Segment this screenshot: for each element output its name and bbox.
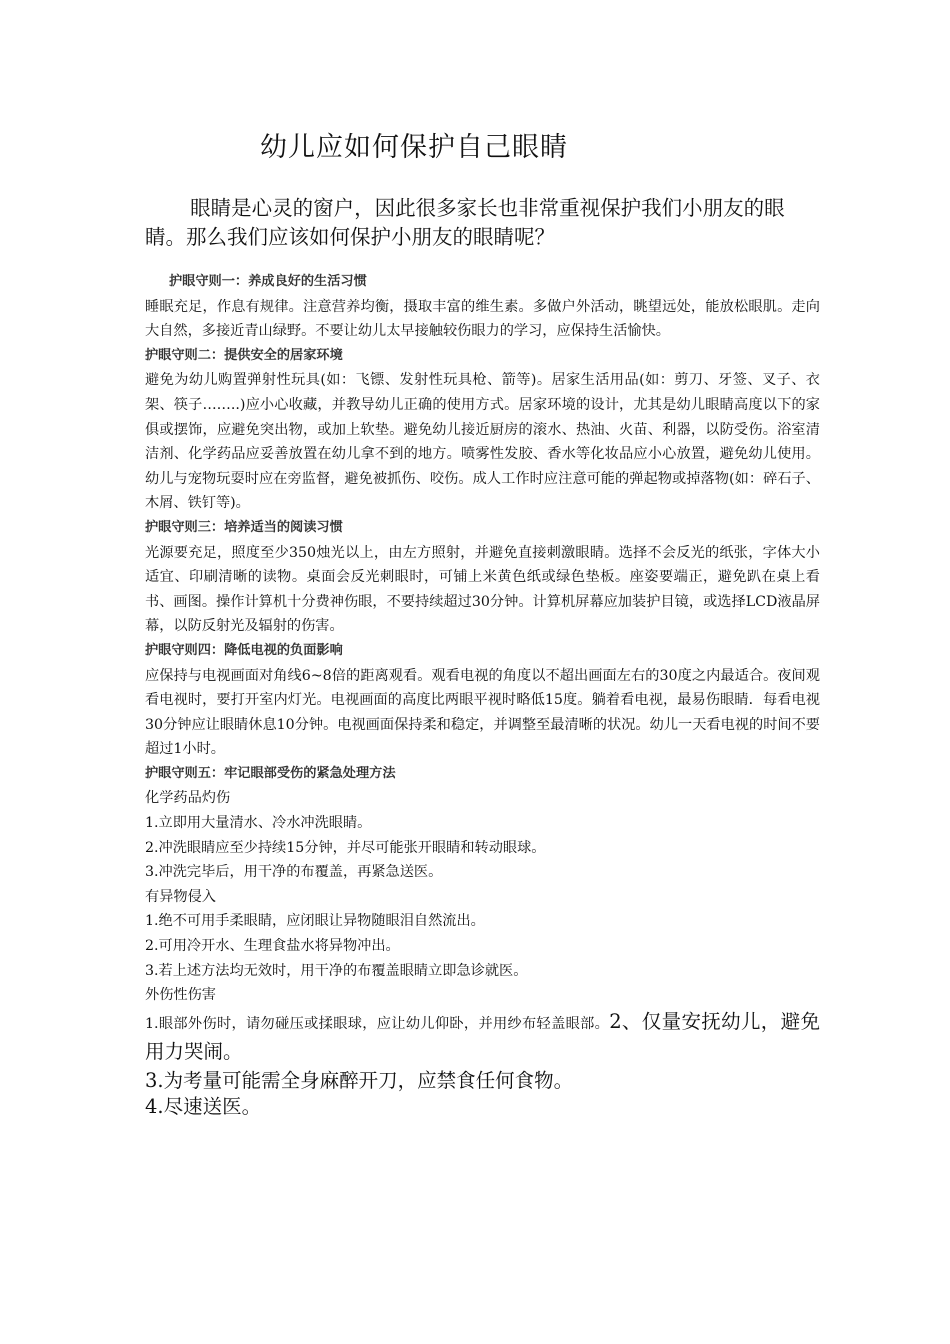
document-title: 幼儿应如何保护自己眼睛 (260, 132, 568, 163)
list-item: 1.立即用大量清水、冷水冲洗眼睛。 (145, 815, 372, 832)
rule3-text: 光源要充足，照度至少350烛光以上，由左方照射，并避免直接刺激眼睛。选择不会反光的纸张，字体大小适宜、印刷清晰的读物。桌面会反光刺眼时，可铺上米黄色纸或绿色垫板。座姿要端正，避免趴在桌上看书、画图。操作计算机十分费神伤眼，不要持续超过30分钟。计算机屏幕应加装护目镜，或选择LCD液晶屏幕，以防反射光及辐射的伤害。 (145, 544, 820, 635)
trauma-item-2: 2、仅量安抚幼儿，避免用力哭闹。 (145, 1009, 820, 1063)
rule4-text: 应保持与电视画面对角线6~8倍的距离观看。观看电视的角度以不超出画面左右的30度之内最适合。夜间观看电视时，要打开室内灯光。电视画面的高度比两眼平视时略低15度。躺着看电视，最易伤眼睛．每看电视30分钟应让眼睛休息10分钟。电视画面保持柔和稳定，并调整至最清晰的状况。幼儿一天看电视的时间不要超过1小时。 (145, 667, 820, 758)
list-item: 3.若上述方法均无效时，用干净的布覆盖眼睛立即急诊就医。 (145, 962, 528, 979)
rule3-heading: 护眼守则三：培养适当的阅读习惯 (145, 519, 343, 535)
trauma-final-lines (145, 1068, 820, 1120)
rule4-heading: 护眼守则四：降低电视的负面影响 (145, 642, 343, 658)
rule2-heading: 护眼守则二：提供安全的居家环境 (145, 347, 343, 363)
trauma-item-1: 1.眼部外伤时，请勿碰压或揉眼球，应让幼儿仰卧，并用纱布轻盖眼部。 (145, 1015, 610, 1032)
rule1-heading: 护眼守则一：养成良好的生活习惯 (169, 274, 367, 289)
trauma-label: 外伤性伤害 (145, 987, 216, 1004)
chemical-burn-label: 化学药品灼伤 (145, 790, 231, 807)
intro-paragraph: 眼睛是心灵的窗户，因此很多家长也非常重视保护我们小朋友的眼睛。那么我们应该如何保护小朋友的眼睛呢？ (145, 196, 785, 249)
rule2-text: 避免为幼儿购置弹射性玩具(如：飞镖、发射性玩具枪、箭等)。居家生活用品(如：剪刀、牙签、叉子、衣架、筷子……..)应小心收藏，并教导幼儿正确的使用方式。居家环境的设计，尤其是幼儿眼睛高度以下的家俱或摆饰，应避免突出物，或加上软垫。避免幼儿接近厨房的滚水、热油、火苗、利器，以防受伤。浴室清洁剂、化学药品应妥善放置在幼儿拿不到的地方。喷雾性发胶、香水等化妆品应小心放置，避免幼儿使用。幼儿与宠物玩耍时应在旁监督，避免被抓伤、咬伤。成人工作时应注意可能的弹起物或掉落物(如：碎石子、木屑、铁钉等)。 (145, 372, 820, 512)
trauma-item-1-2 (145, 1008, 820, 1068)
rule1-text: 睡眠充足，作息有规律。注意营养均衡，摄取丰富的维生素。多做户外活动，眺望远处，能放松眼肌。走向大自然，多接近青山绿野。不要让幼儿太早接触较伤眼力的学习，应保持生活愉快。 (145, 298, 820, 340)
list-item: 2.可用冷开水、生理食盐水将异物冲出。 (145, 938, 400, 955)
foreign-body-label: 有异物侵入 (145, 888, 216, 905)
rule5-heading: 护眼守则五：牢记眼部受伤的紧急处理方法 (145, 765, 396, 781)
list-item: 3.冲洗完毕后，用干净的布覆盖，再紧急送医。 (145, 864, 443, 881)
list-item: 2.冲洗眼睛应至少持续15分钟，并尽可能张开眼睛和转动眼球。 (145, 839, 546, 856)
document-body (145, 270, 820, 1120)
trauma-item-4: 4.尽速送医。 (145, 1094, 262, 1118)
trauma-item-3: 3.为考量可能需全身麻醉开刀，应禁食任何食物。 (145, 1068, 574, 1092)
list-item: 1.绝不可用手柔眼睛，应闭眼让异物随眼泪自然流出。 (145, 913, 485, 930)
